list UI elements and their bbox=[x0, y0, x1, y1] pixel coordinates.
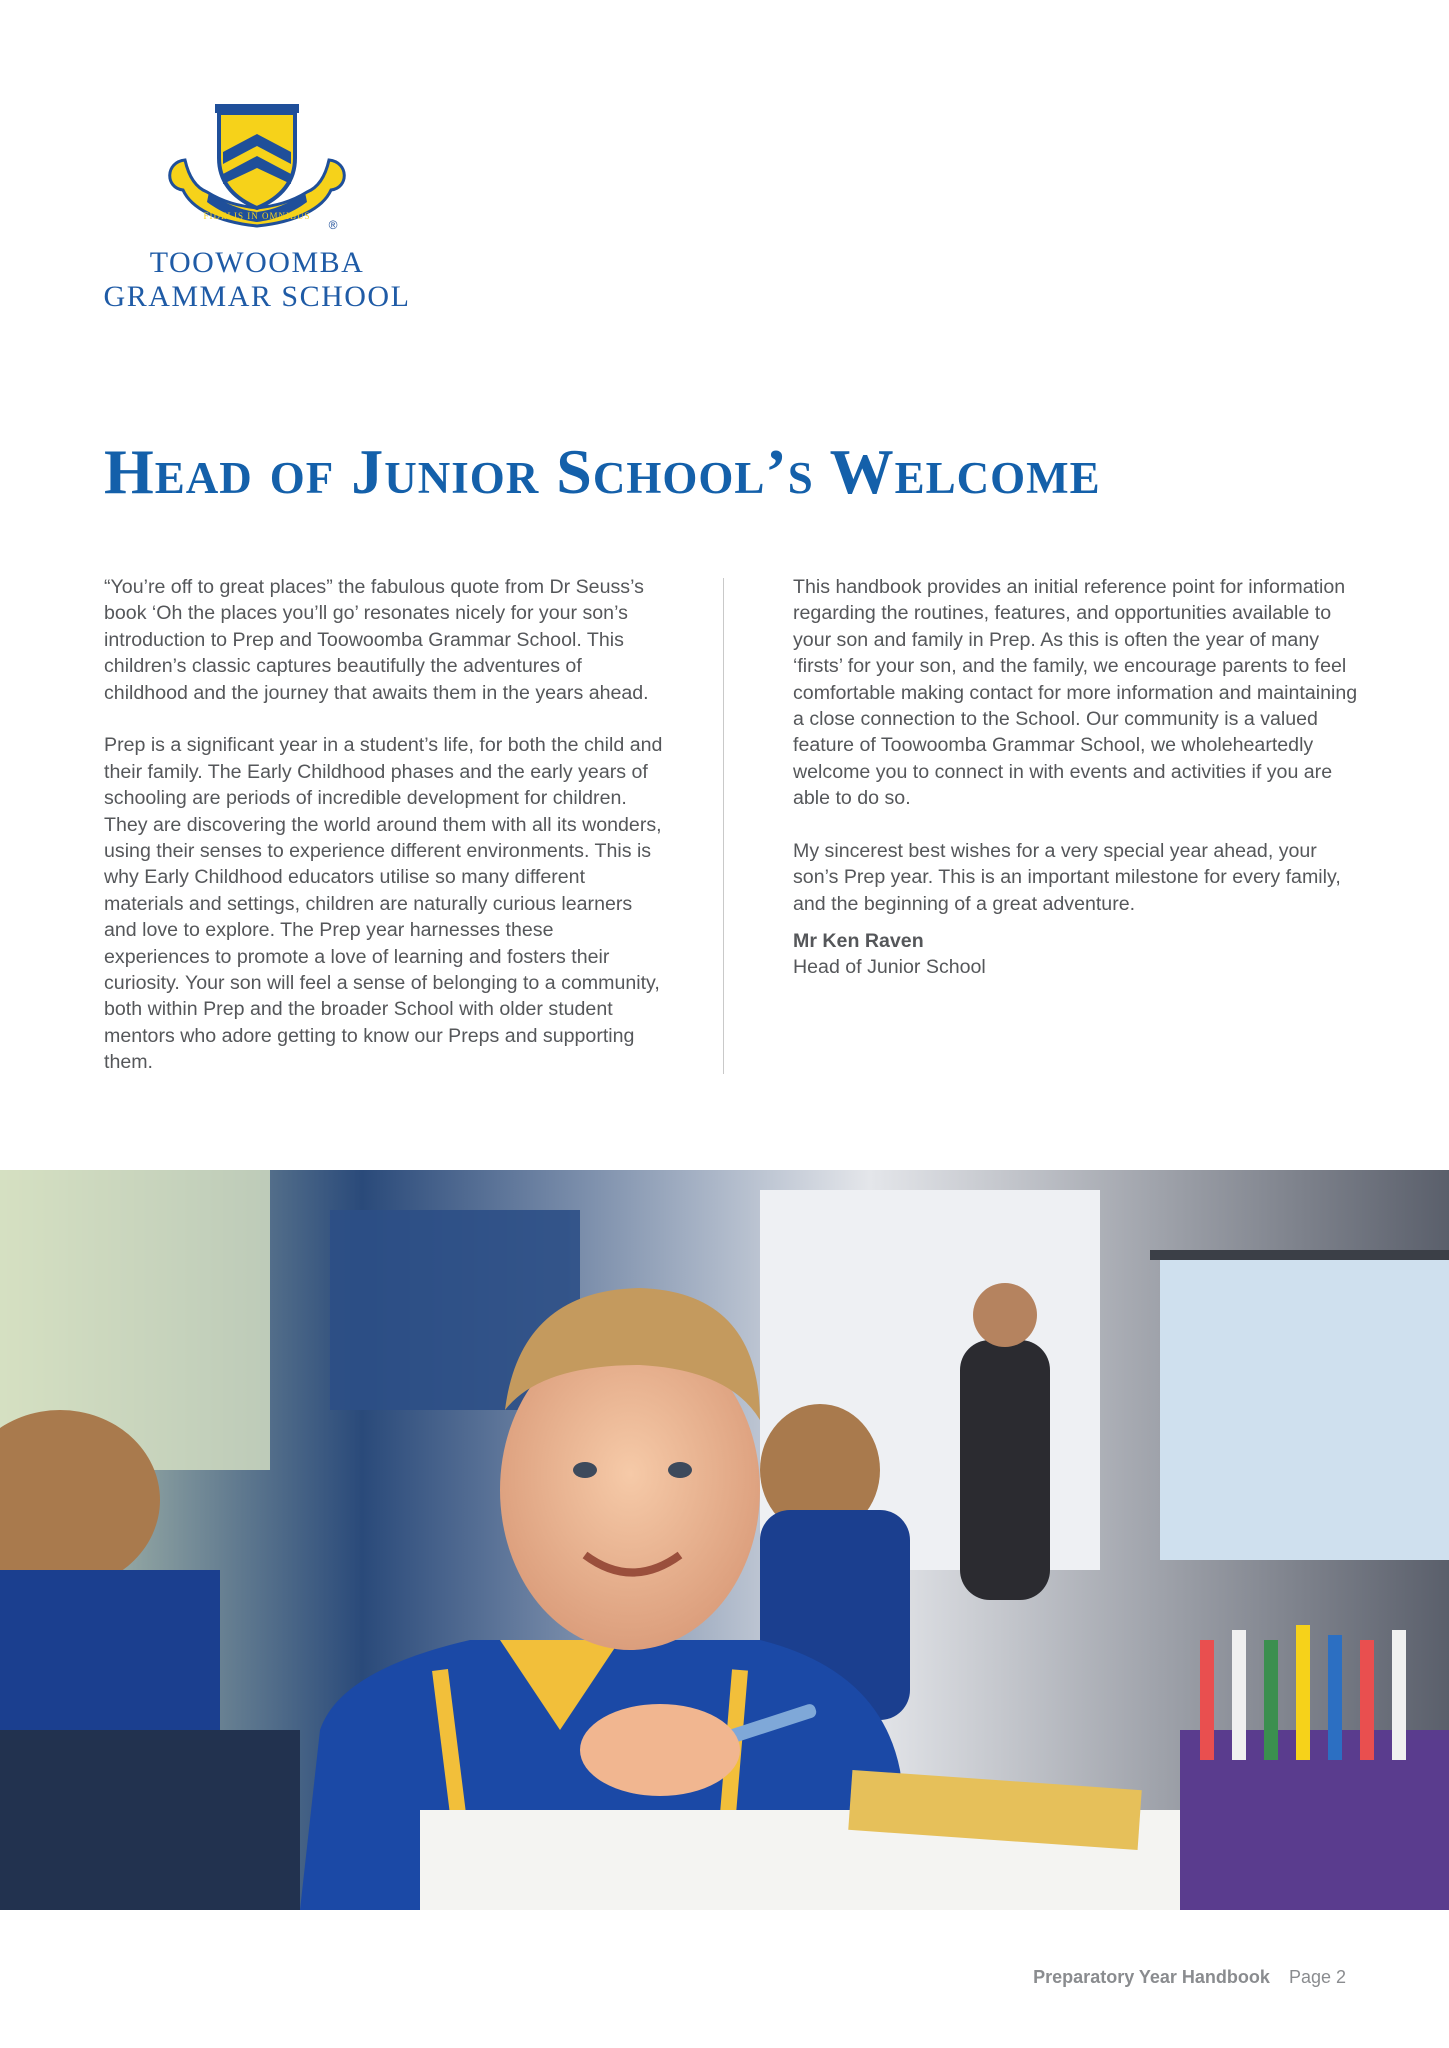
left-paragraph-1: “You’re off to great places” the fabulous quote from Dr Seuss’s book ‘Oh the places you’ll go’ resonates nicely for your son’s introduction to Prep and Toowoomba Grammar School. This children’s classic captures beautifully the adventures of childhood and the journey that awaits them in the years ahead. bbox=[104, 576, 649, 704]
signature-role: Head of Junior School bbox=[793, 956, 986, 979]
column-divider bbox=[723, 578, 724, 1074]
crest-motto: FIDELIS IN OMNIBUS bbox=[203, 211, 311, 221]
right-paragraph-2: My sincerest best wishes for a very special year ahead, your son’s Prep year. This is an important milestone for every family, and the beginning of a great adventure. bbox=[793, 840, 1341, 915]
registered-mark: ® bbox=[328, 218, 338, 232]
footer-document-title: Preparatory Year Handbook bbox=[1033, 1967, 1270, 1987]
school-crest-icon bbox=[157, 100, 357, 240]
signature bbox=[793, 928, 1363, 981]
left-paragraph-2: Prep is a significant year in a student’s life, for both the child and their family. The Early Childhood phases and the early years of schooling are periods of incredible development for children. They are discovering the world around them with all its wonders, using their senses to experience different environments. This is why Early Childhood educators utilise so many different materials and settings, children are naturally curious learners and love to explore. The Prep year harnesses these experiences to promote a love of learning and fosters their curiosity. Your son will feel a sense of belonging to a community, both within Prep and the broader School with older student mentors who adore getting to know our Preps and supporting them. bbox=[104, 734, 663, 1074]
footer-page-number: Page 2 bbox=[1288, 1967, 1346, 1987]
classroom-photo bbox=[0, 1170, 1449, 1910]
school-name-line2: GRAMMAR SCHOOL bbox=[103, 280, 411, 313]
school-name bbox=[102, 246, 412, 314]
right-column bbox=[793, 574, 1363, 980]
right-paragraph-1: This handbook provides an initial reference point for information regarding the routines, features, and opportunities available to your son and family in Prep. As this is often the year of many ‘firsts’ for your son, and the family, we encourage parents to feel comfortable making contact for more information and maintaining a close connection to the School. Our community is a valued feature of Toowoomba Grammar School, we wholeheartedly welcome you to connect in with events and activities if you are able to do so. bbox=[793, 576, 1358, 810]
school-name-line1: TOOWOOMBA bbox=[149, 246, 365, 279]
left-column bbox=[104, 574, 664, 1102]
page-title: Head of Junior School’s Welcome bbox=[104, 436, 1101, 507]
school-logo bbox=[102, 100, 412, 315]
page-footer bbox=[1033, 1967, 1346, 1988]
signature-name: Mr Ken Raven bbox=[793, 929, 924, 952]
